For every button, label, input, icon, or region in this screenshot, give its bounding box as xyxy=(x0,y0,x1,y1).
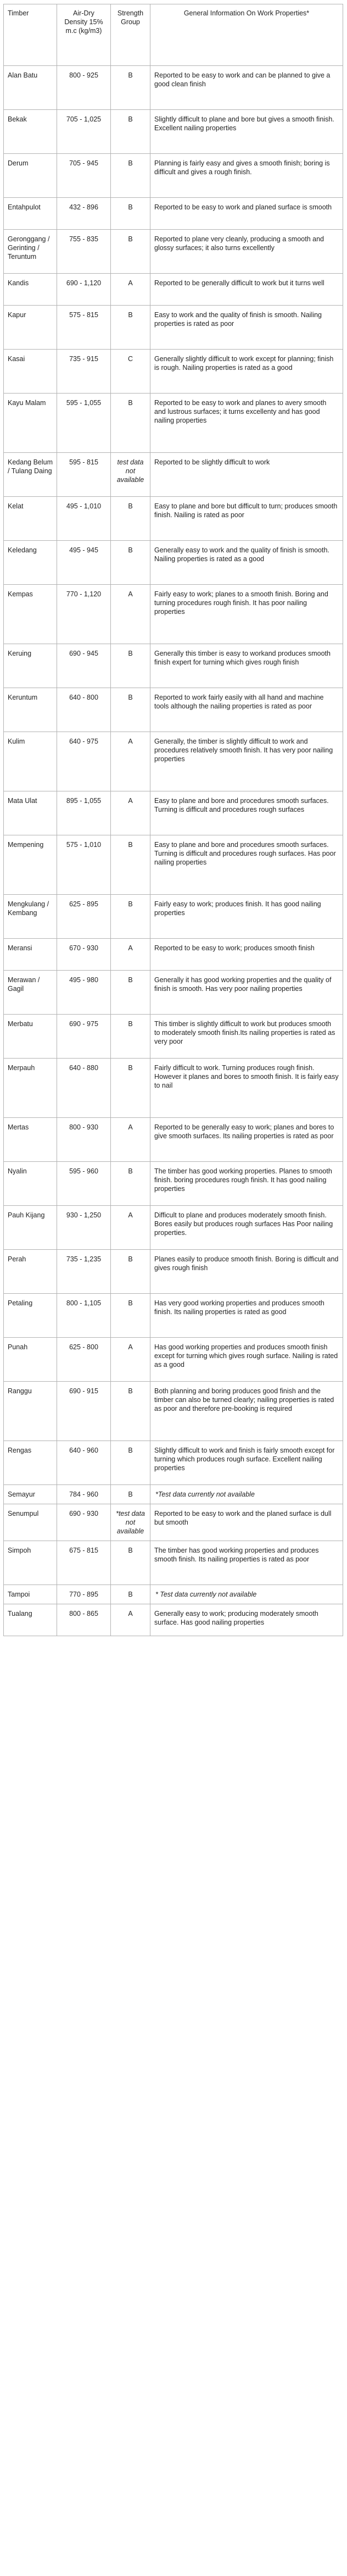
density-header: Air-Dry Density 15% m.c (kg/m3) xyxy=(57,4,111,66)
strength-group-cell: B xyxy=(111,644,150,688)
density-cell: 575 - 1,010 xyxy=(57,835,111,895)
strength-group-cell: A xyxy=(111,939,150,971)
strength-group-cell: A xyxy=(111,585,150,644)
strength-group-cell: B xyxy=(111,688,150,732)
work-properties-cell: Generally it has good working properties and the quality of finish is smooth. Has very poor nailing properties xyxy=(150,971,343,1015)
timber-cell: Mengkulang / Kembang xyxy=(4,895,57,939)
table-row xyxy=(4,230,343,274)
table-row xyxy=(4,1441,343,1485)
work-properties-cell: Has good working properties and produces smooth finish except for turning which gives rough surface. Nailing is rated as a good xyxy=(150,1338,343,1382)
density-cell: 640 - 800 xyxy=(57,688,111,732)
density-cell: 625 - 895 xyxy=(57,895,111,939)
table-row xyxy=(4,1541,343,1585)
work-properties-cell: Slightly difficult to plane and bore but gives a smooth finish. Excellent nailing properties xyxy=(150,110,343,154)
table-row xyxy=(4,939,343,971)
table-row xyxy=(4,1118,343,1162)
density-cell: 705 - 945 xyxy=(57,154,111,198)
work-properties-cell: Reported to be easy to work and can be planned to give a good clean finish xyxy=(150,66,343,110)
strength-group-cell: test data not available xyxy=(111,453,150,497)
timber-cell: Mempening xyxy=(4,835,57,895)
density-cell: 800 - 925 xyxy=(57,66,111,110)
strength-group-cell: B xyxy=(111,1441,150,1485)
strength-group-cell: B xyxy=(111,306,150,350)
work-properties-cell: Generally, the timber is slightly difficult to work and procedures relatively smooth finish. It has very poor nailing properties xyxy=(150,732,343,791)
work-properties-cell: Slightly difficult to work and finish is fairly smooth except for turning which produces rough surface. Excellent nailing properties xyxy=(150,1441,343,1485)
work-properties-cell: Easy to plane and bore but difficult to turn; produces smooth finish. Nailing is rated as poor xyxy=(150,497,343,541)
work-properties-cell: Reported to be easy to work; produces smooth finish xyxy=(150,939,343,971)
work-properties-cell: Easy to work and the quality of finish is smooth. Nailing properties is rated as poor xyxy=(150,306,343,350)
strength-group-cell: B xyxy=(111,1294,150,1338)
table-row xyxy=(4,1059,343,1118)
work-properties-cell: The timber has good working properties. Planes to smooth finish. boring procedures rough finish. It has good nailing properties xyxy=(150,1162,343,1206)
density-cell: 800 - 930 xyxy=(57,1118,111,1162)
density-cell: 432 - 896 xyxy=(57,198,111,230)
table-row xyxy=(4,732,343,791)
table-row xyxy=(4,1162,343,1206)
table-row xyxy=(4,1504,343,1541)
strength-group-cell: B xyxy=(111,1250,150,1294)
strength-group-cell: B xyxy=(111,394,150,453)
work-properties-cell: Reported to be easy to work and the planed surface is dull but smooth xyxy=(150,1504,343,1541)
table-row xyxy=(4,688,343,732)
header-row xyxy=(4,4,343,66)
density-cell: 675 - 815 xyxy=(57,1541,111,1585)
table-row xyxy=(4,895,343,939)
table-row xyxy=(4,1485,343,1504)
table-row xyxy=(4,154,343,198)
strength-group-cell: A xyxy=(111,1604,150,1636)
strength-group-cell: B xyxy=(111,1585,150,1604)
table-row xyxy=(4,1338,343,1382)
density-cell: 690 - 945 xyxy=(57,644,111,688)
table-row xyxy=(4,1294,343,1338)
density-cell: 690 - 915 xyxy=(57,1382,111,1441)
table-row xyxy=(4,835,343,895)
density-cell: 625 - 800 xyxy=(57,1338,111,1382)
strength-group-cell: *test data not available xyxy=(111,1504,150,1541)
work-properties-cell: * Test data currently not available xyxy=(150,1585,343,1604)
table-row xyxy=(4,1206,343,1250)
strength-group-cell: B xyxy=(111,1382,150,1441)
strength-group-cell: A xyxy=(111,274,150,306)
work-properties-cell: Planning is fairly easy and gives a smooth finish; boring is difficult and gives a rough finish. xyxy=(150,154,343,198)
table-row xyxy=(4,644,343,688)
work-properties-cell: Reported to be easy to work and planes to avery smooth and lustrous surfaces; it turns excellenty and has good nailing properties xyxy=(150,394,343,453)
density-cell: 770 - 1,120 xyxy=(57,585,111,644)
work-properties-cell: Has very good working properties and produces smooth finish. Its nailing properties is rated as good xyxy=(150,1294,343,1338)
timber-cell: Merpauh xyxy=(4,1059,57,1118)
timber-cell: Kapur xyxy=(4,306,57,350)
work-properties-cell: Generally easy to work and the quality of finish is smooth. Nailing properties is rated as a good xyxy=(150,541,343,585)
work-properties-cell: Generally slightly difficult to work except for planning; finish is rough. Nailing properties is rated as a good xyxy=(150,350,343,394)
timber-cell: Senumpul xyxy=(4,1504,57,1541)
strength-group-cell: B xyxy=(111,541,150,585)
density-cell: 735 - 1,235 xyxy=(57,1250,111,1294)
strength-group-cell: B xyxy=(111,1541,150,1585)
timber-cell: Geronggang / Gerinting / Teruntum xyxy=(4,230,57,274)
timber-cell: Bekak xyxy=(4,110,57,154)
table-row xyxy=(4,394,343,453)
timber-cell: Kasai xyxy=(4,350,57,394)
strength-group-cell: B xyxy=(111,835,150,895)
table-row xyxy=(4,274,343,306)
work-properties-cell: Fairly easy to work; planes to a smooth finish. Boring and turning procedures rough finish. It has poor nailing properties xyxy=(150,585,343,644)
timber-cell: Punah xyxy=(4,1338,57,1382)
timber-cell: Rengas xyxy=(4,1441,57,1485)
work-properties-cell: Both planning and boring produces good finish and the timber can also be turned clearly; nailing properties is rated as poor and therefore pre-booking is required xyxy=(150,1382,343,1441)
density-cell: 690 - 930 xyxy=(57,1504,111,1541)
timber-cell: Ranggu xyxy=(4,1382,57,1441)
table-row xyxy=(4,541,343,585)
strength-group-cell: B xyxy=(111,1059,150,1118)
timber-cell: Kempas xyxy=(4,585,57,644)
timber-cell: Tualang xyxy=(4,1604,57,1636)
table-body xyxy=(4,66,343,1636)
density-cell: 495 - 1,010 xyxy=(57,497,111,541)
work-properties-cell: *Test data currently not available xyxy=(150,1485,343,1504)
density-cell: 690 - 975 xyxy=(57,1015,111,1059)
timber-cell: Kelat xyxy=(4,497,57,541)
table-row xyxy=(4,1382,343,1441)
work-properties-header: General Information On Work Properties* xyxy=(150,4,343,66)
strength-group-cell: A xyxy=(111,1118,150,1162)
density-cell: 895 - 1,055 xyxy=(57,791,111,835)
timber-cell: Pauh Kijang xyxy=(4,1206,57,1250)
timber-cell: Kandis xyxy=(4,274,57,306)
density-cell: 690 - 1,120 xyxy=(57,274,111,306)
work-properties-cell: Fairly easy to work; produces finish. It has good nailing properties xyxy=(150,895,343,939)
work-properties-cell: Generally this timber is easy to workand produces smooth finish expert for turning which gives rough finish xyxy=(150,644,343,688)
timber-cell: Merbatu xyxy=(4,1015,57,1059)
table-row xyxy=(4,1585,343,1604)
density-cell: 595 - 815 xyxy=(57,453,111,497)
timber-cell: Perah xyxy=(4,1250,57,1294)
timber-cell: Keledang xyxy=(4,541,57,585)
table-row xyxy=(4,585,343,644)
density-cell: 595 - 960 xyxy=(57,1162,111,1206)
work-properties-cell: Easy to plane and bore and procedures smooth surfaces. Turning is difficult and procedures rough surfaces xyxy=(150,791,343,835)
table-row xyxy=(4,198,343,230)
density-cell: 800 - 865 xyxy=(57,1604,111,1636)
strength-group-cell: B xyxy=(111,198,150,230)
strength-group-cell: B xyxy=(111,971,150,1015)
timber-cell: Mata Ulat xyxy=(4,791,57,835)
work-properties-cell: The timber has good working properties and produces smooth finish. Its nailing properties is rated as poor xyxy=(150,1541,343,1585)
work-properties-cell: Reported to work fairly easily with all hand and machine tools although the nailing properties is rated as poor xyxy=(150,688,343,732)
density-cell: 495 - 945 xyxy=(57,541,111,585)
timber-cell: Merawan / Gagil xyxy=(4,971,57,1015)
timber-cell: Simpoh xyxy=(4,1541,57,1585)
table-row xyxy=(4,1015,343,1059)
strength-group-cell: B xyxy=(111,230,150,274)
density-cell: 735 - 915 xyxy=(57,350,111,394)
strength-group-cell: B xyxy=(111,110,150,154)
timber-properties-table xyxy=(3,4,343,1636)
density-cell: 755 - 835 xyxy=(57,230,111,274)
strength-group-cell: B xyxy=(111,1162,150,1206)
strength-group-cell: B xyxy=(111,154,150,198)
density-cell: 800 - 1,105 xyxy=(57,1294,111,1338)
work-properties-cell: Generally easy to work; producing moderately smooth surface. Has good nailing properties xyxy=(150,1604,343,1636)
table-row xyxy=(4,350,343,394)
table-row xyxy=(4,453,343,497)
work-properties-cell: Difficult to plane and produces moderately smooth finish. Bores easily but produces rough surfaces Has Poor nailing properties. xyxy=(150,1206,343,1250)
strength-group-cell: B xyxy=(111,1015,150,1059)
timber-cell: Tampoi xyxy=(4,1585,57,1604)
work-properties-cell: Reported to plane very cleanly, producing a smooth and glossy surfaces; it also turns excellently xyxy=(150,230,343,274)
density-cell: 495 - 980 xyxy=(57,971,111,1015)
timber-cell: Semayur xyxy=(4,1485,57,1504)
work-properties-cell: Reported to be slightly difficult to work xyxy=(150,453,343,497)
work-properties-cell: This timber is slightly difficult to work but produces smooth to moderately smooth finish.Its nailing properties is rated as very poor xyxy=(150,1015,343,1059)
timber-cell: Entahpulot xyxy=(4,198,57,230)
table-row xyxy=(4,306,343,350)
timber-cell: Keruntum xyxy=(4,688,57,732)
table-row xyxy=(4,497,343,541)
timber-cell: Derum xyxy=(4,154,57,198)
strength-group-cell: A xyxy=(111,791,150,835)
timber-header: Timber xyxy=(4,4,57,66)
table-row xyxy=(4,791,343,835)
table-row xyxy=(4,1604,343,1636)
timber-cell: Petaling xyxy=(4,1294,57,1338)
work-properties-cell: Reported to be generally easy to work; planes and bores to give smooth surfaces. Its nailing properties is rated as poor xyxy=(150,1118,343,1162)
strength-group-cell: A xyxy=(111,1206,150,1250)
timber-cell: Nyalin xyxy=(4,1162,57,1206)
timber-cell: Kedang Belum / Tulang Daing xyxy=(4,453,57,497)
strength-group-cell: C xyxy=(111,350,150,394)
strength-group-cell: A xyxy=(111,1338,150,1382)
density-cell: 640 - 960 xyxy=(57,1441,111,1485)
table-row xyxy=(4,1250,343,1294)
strength-group-cell: B xyxy=(111,895,150,939)
strength-group-cell: A xyxy=(111,732,150,791)
density-cell: 930 - 1,250 xyxy=(57,1206,111,1250)
timber-cell: Keruing xyxy=(4,644,57,688)
work-properties-cell: Easy to plane and bore and procedures smooth surfaces. Turning is difficult and procedures rough surfaces. Has poor nailing properties xyxy=(150,835,343,895)
strength-group-cell: B xyxy=(111,1485,150,1504)
timber-cell: Mertas xyxy=(4,1118,57,1162)
density-cell: 640 - 975 xyxy=(57,732,111,791)
density-cell: 670 - 930 xyxy=(57,939,111,971)
timber-cell: Meransi xyxy=(4,939,57,971)
work-properties-cell: Reported to be easy to work and planed surface is smooth xyxy=(150,198,343,230)
strength-group-cell: B xyxy=(111,497,150,541)
work-properties-cell: Reported to be generally difficult to work but it turns well xyxy=(150,274,343,306)
timber-cell: Kayu Malam xyxy=(4,394,57,453)
table-row xyxy=(4,110,343,154)
strength-group-cell: B xyxy=(111,66,150,110)
strength-group-header: Strength Group xyxy=(111,4,150,66)
density-cell: 705 - 1,025 xyxy=(57,110,111,154)
density-cell: 575 - 815 xyxy=(57,306,111,350)
density-cell: 770 - 895 xyxy=(57,1585,111,1604)
work-properties-cell: Planes easily to produce smooth finish. Boring is difficult and gives rough finish xyxy=(150,1250,343,1294)
timber-cell: Kulim xyxy=(4,732,57,791)
density-cell: 595 - 1,055 xyxy=(57,394,111,453)
table-row xyxy=(4,66,343,110)
timber-cell: Alan Batu xyxy=(4,66,57,110)
work-properties-cell: Fairly difficult to work. Turning produces rough finish. However it planes and bores to smooth finish. It is fairly easy to nail xyxy=(150,1059,343,1118)
density-cell: 640 - 880 xyxy=(57,1059,111,1118)
density-cell: 784 - 960 xyxy=(57,1485,111,1504)
table-row xyxy=(4,971,343,1015)
